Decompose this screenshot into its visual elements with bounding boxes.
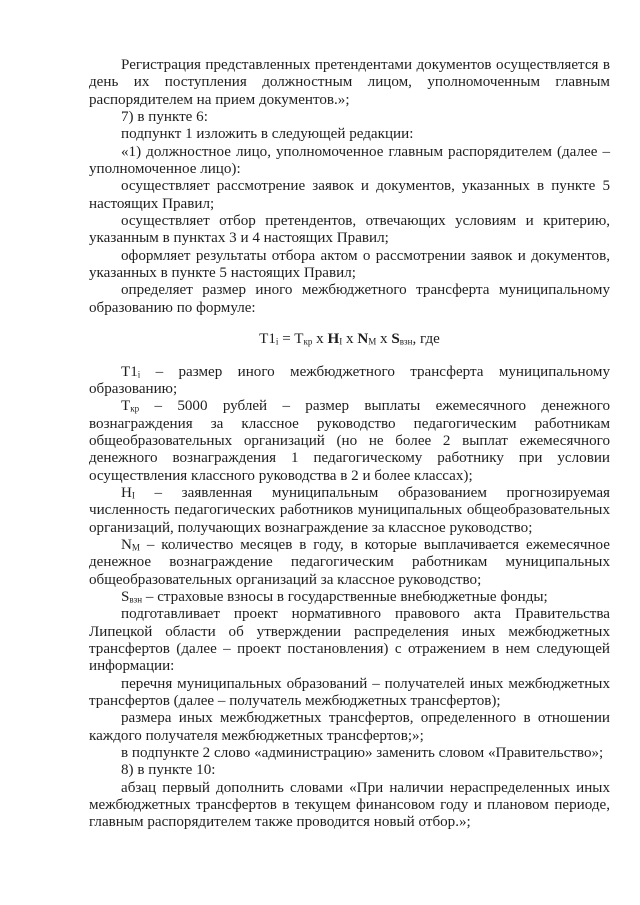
definition-t1: $T1_i$ – размер иного межбюджетного трансферта муниципальному образованию; (89, 363, 610, 397)
paragraph-list-recipients: перечня муниципальных образований – получателей иных межбюджетных трансфертов (далее – получатель межбюджетных трансфертов); (89, 675, 610, 710)
paragraph-subitem-2: в подпункте 2 слово «администрацию» заменить словом «Правительство»; (121, 745, 604, 762)
definition-h: $H_I$ – заявленная муниципальным образованием прогнозируемая численность педагогических работников муниципальных общеобразовательных организаций, получающих вознаграждение за классное руководство; (89, 484, 610, 536)
paragraph-registration: Регистрация представленных претендентами документов осуществляется в день их поступления должностным лицом, уполномоченным главным распорядителем на прием документов.»; (89, 57, 610, 108)
paragraph-act: оформляет результаты отбора актом о рассмотрении заявок и документов, указанных в пункте 5 настоящих Правил; (89, 247, 610, 282)
paragraph-item-8: 8) в пункте 10: (121, 762, 216, 779)
paragraph-item-7: 7) в пункте 6: (121, 109, 208, 126)
definition-n: $N_М$ – количество месяцев в году, в которые выплачивается ежемесячное денежное вознаграждение педагогическим работникам муниципальных общеобразовательных организаций за классное руководство; (89, 536, 610, 588)
document-page (89, 57, 610, 832)
paragraph-transfer-size: размера иных межбюджетных трансфертов, определенного в отношении каждого получателя межбюджетных трансфертов;»; (89, 710, 610, 744)
paragraph-official: «1) должностное лицо, уполномоченное главным распорядителем (далее – уполномоченное лицо): (89, 143, 610, 178)
formula: $T1_i = T_{кр}$ x $H_I$ x $N_М$ x $S_{взн}$, где (259, 331, 440, 348)
definition-tkr: $T_{кр} - 5000$ рублей – размер выплаты ежемесячного денежного вознаграждения за классное руководство педагогическим работникам общеобразовательных организаций (но не более 2 выплат ежемесячного денежного вознаграждения 1 педагогическому работнику при условии осуществления классного руководства в 2 и более классах); (89, 398, 610, 484)
paragraph-selection: осуществляет отбор претендентов, отвечающих условиям и критерию, указанным в пунктах 3 и 4 настоящих Правил; (89, 213, 610, 247)
definition-s: $S_{взн}$ – страховые взносы в государственные внебюджетные фонды; (121, 588, 548, 605)
paragraph-review: осуществляет рассмотрение заявок и документов, указанных в пункте 5 настоящих Правил; (89, 178, 610, 212)
paragraph-amount: определяет размер иного межбюджетного трансферта муниципальному образованию по формуле: (89, 282, 610, 316)
paragraph-first-abzac: абзац первый дополнить словами «При наличии нераспределенных иных межбюджетных трансфертов в текущем финансовом году и плановом периоде, главным распорядителем также проводится новый отбор.»; (89, 779, 610, 831)
paragraph-prepare-draft: подготавливает проект нормативного правового акта Правительства Липецкой области об утверждении распределения иных межбюджетных трансфертов (далее – проект постановления) с отражением в нем следующей информации: (89, 606, 610, 675)
paragraph-subitem-1: подпункт 1 изложить в следующей редакции: (121, 126, 414, 143)
